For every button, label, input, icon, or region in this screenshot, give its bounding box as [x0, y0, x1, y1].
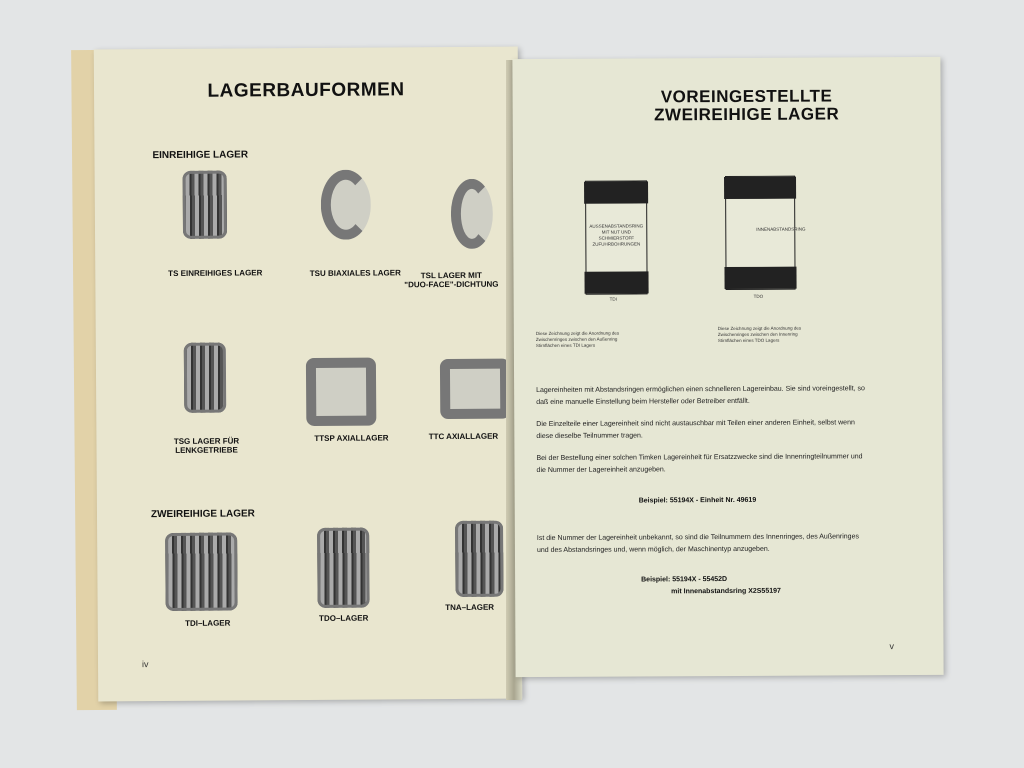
diagram-label: AUSSENABSTANDSRING MIT NUT UND SCHMIERSTOFF ZUFUHRBOHRUNGEN	[589, 223, 644, 247]
diagram-tdo	[725, 176, 806, 290]
bearing-image-tsl	[451, 179, 493, 249]
left-page	[94, 47, 523, 702]
page-title-line1: VOREINGESTELLTE	[660, 86, 833, 107]
bearing-image-ttsp	[306, 358, 376, 426]
bearing-image-tsu	[321, 170, 371, 240]
example-2-line1: Beispiel: 55194X - 55452D	[641, 576, 728, 584]
bearing-label: TNA–LAGER	[445, 602, 495, 613]
diagram-caption: TDO	[753, 293, 764, 299]
paragraph: Ist die Nummer der Lagereinheit unbekannt, so sind die Teilnummern des Innenringes, des Außenringes und des Abstandsringes und, wenn möglich, der Maschinentyp anzugeben.	[536, 533, 859, 555]
bearing-label: TS EINREIHIGES LAGER	[168, 268, 263, 278]
diagram-note-tdo: Diese Zeichnung zeigt die Anordnung des Zwischenringes zwischen den Innenring Stirnflächen eines TDO Lagers	[717, 325, 802, 344]
bearing-label: TSL LAGER MIT "DUO-FACE"-DICHTUNG	[404, 270, 499, 290]
example-1: Beispiel: 55194X - Einheit Nr. 49619	[638, 496, 757, 505]
page-title: LAGERBAUFORMEN	[207, 79, 405, 102]
bearing-label: TSU BIAXIALES LAGER	[309, 268, 401, 278]
bearing-label: TSG LAGER FÜR LENKGETRIEBE	[173, 436, 240, 455]
page-number: iv	[141, 659, 149, 670]
page-title-line2: ZWEIREIHIGE LAGER	[654, 104, 840, 125]
bearing-label: TTC AXIALLAGER	[428, 431, 499, 442]
bearing-image-tdi	[165, 532, 238, 611]
bearing-image-tsg	[184, 343, 226, 413]
section-heading-single-row: EINREIHIGE LAGER	[152, 149, 249, 162]
paragraph: Die Einzelteile einer Lagereinheit sind nicht austauschbar mit Teilen einer anderen Einheit, selbst wenn diese dieselbe Teilnummer tragen.	[536, 419, 855, 441]
diagram-note-tdi: Diese Zeichnung zeigt die Anordnung des Zwischenringes zwischen den Außenring Stirnflächen eines TDI Lagers	[535, 330, 620, 349]
page-number: v	[889, 641, 894, 652]
bearing-label: TDI–LAGER	[185, 618, 231, 628]
section-heading-double-row: ZWEIREIHIGE LAGER	[150, 508, 255, 521]
bearing-image-tdo	[317, 528, 370, 608]
paragraph: Bei der Bestellung einer solchen Timken Lagereinheit für Ersatzzwecke sind die Innenringteilnummer und die Nummer der Lagereinheit anzugeben.	[536, 453, 863, 475]
right-page	[512, 57, 943, 677]
diagram-caption: TDI	[609, 296, 617, 302]
bearing-label: TTSP AXIALLAGER	[314, 433, 389, 443]
diagram-tdi	[585, 180, 648, 294]
example-2-line2: mit Innenabstandsring X2S55197	[671, 587, 781, 596]
bearing-label: TDO–LAGER	[319, 613, 369, 623]
bearing-image-tna	[455, 521, 504, 597]
bearing-image-ttc	[440, 359, 510, 419]
bearing-image-ts	[183, 171, 227, 239]
paragraph: Lagereinheiten mit Abstandsringen ermöglichen einen schnelleren Lagereinbau. Sie sind voreingestellt, so daß eine manuelle Einstellung beim Hersteller oder Betreiber entfällt.	[536, 385, 865, 407]
diagram-label: INNENABSTANDSRING	[756, 226, 806, 232]
